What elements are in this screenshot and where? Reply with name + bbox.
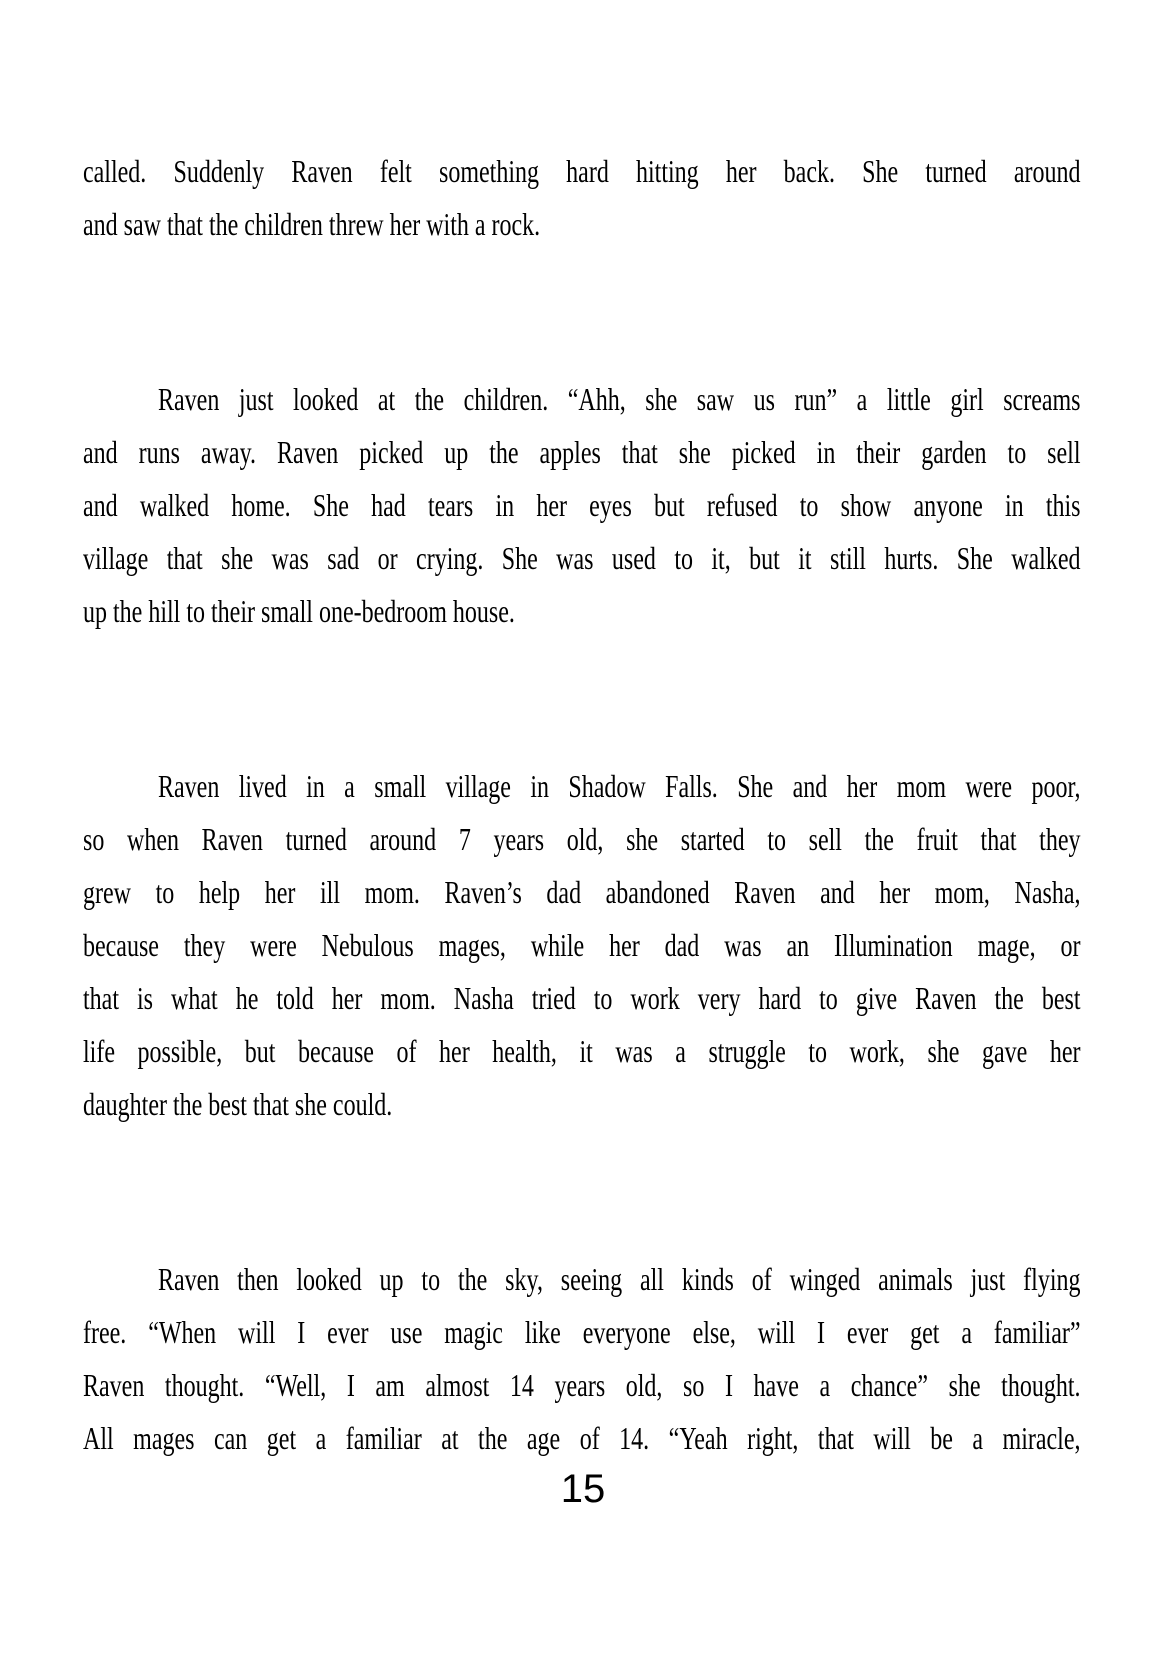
paragraph (83, 373, 1081, 638)
text-line: All mages can get a familiar at the age of 14. “Yeah right, that will be a miracle, (83, 1420, 1081, 1456)
text-line: free. “When will I ever use magic like everyone else, will I ever get a familiar” (83, 1314, 1081, 1350)
text-line: and runs away. Raven picked up the apples that she picked in their garden to sell (83, 434, 1081, 470)
text-line: daughter the best that she could. (83, 1086, 393, 1122)
text-line: that is what he told her mom. Nasha tried to work very hard to give Raven the best (83, 980, 1081, 1016)
paragraph (83, 145, 1081, 251)
text-line: and saw that the children threw her with a rock. (83, 206, 541, 242)
page-number: 15 (560, 1467, 606, 1511)
text-line: life possible, but because of her health, it was a struggle to work, she gave her (83, 1033, 1081, 1069)
text-line: village that she was sad or crying. She was used to it, but it still hurts. She walked (83, 540, 1081, 576)
text-line: because they were Nebulous mages, while her dad was an Illumination mage, or (83, 927, 1081, 963)
text-line: and walked home. She had tears in her eyes but refused to show anyone in this (83, 487, 1081, 523)
paragraph (83, 1253, 1081, 1465)
text-line: Raven then looked up to the sky, seeing all kinds of winged animals just flying (158, 1261, 1081, 1297)
text-line: Raven lived in a small village in Shadow Falls. She and her mom were poor, (158, 768, 1081, 804)
text-line: so when Raven turned around 7 years old, she started to sell the fruit that they (83, 821, 1081, 857)
text-line: grew to help her ill mom. Raven’s dad abandoned Raven and her mom, Nasha, (83, 874, 1081, 910)
text-line: Raven just looked at the children. “Ahh, she saw us run” a little girl screams (158, 381, 1081, 417)
text-line: called. Suddenly Raven felt something hard hitting her back. She turned around (83, 153, 1081, 189)
text-line: Raven thought. “Well, I am almost 14 years old, so I have a chance” she thought. (83, 1367, 1081, 1403)
body-text (83, 145, 1081, 1465)
paragraph (83, 760, 1081, 1131)
text-line: up the hill to their small one-bedroom house. (83, 593, 515, 629)
